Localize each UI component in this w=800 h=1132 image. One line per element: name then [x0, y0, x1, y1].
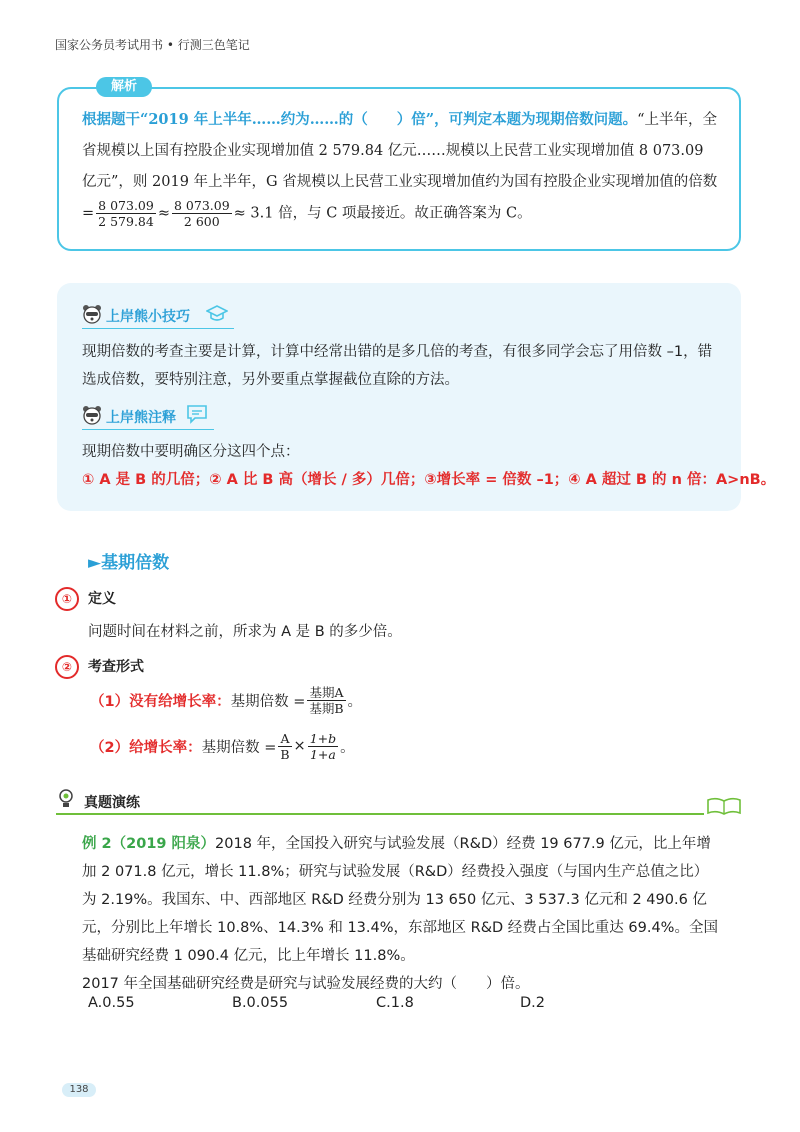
- formula-1-text: 基期倍数 =: [230, 693, 306, 710]
- circle-number-1: ①: [55, 587, 79, 611]
- tip-title-notes: 上岸熊注释: [106, 410, 176, 426]
- definition-title: 定义: [88, 591, 116, 607]
- analysis-body: “上半年，全省规模以上国有控股企业实现增加值 2 579.84 亿元……规模以上民营工业实现增加值 8 073.09 亿元”，则 2019 年上半年，G 省规模以上民营工业实现增加值约为国有控股企业实现增加值的倍数=: [82, 112, 718, 222]
- formula-2-b: B: [280, 746, 290, 762]
- option-c[interactable]: C.1.8: [376, 995, 414, 1011]
- formula-1-fraction: [307, 685, 345, 716]
- formula-1-numerator: 基期A: [307, 685, 345, 701]
- analysis-tag: 解析: [96, 77, 152, 97]
- form-title: 考查形式: [88, 659, 144, 675]
- definition-text: 问题时间在材料之前，所求为 A 是 B 的多少倍。: [88, 624, 402, 640]
- tip-notes-text: 现期倍数中要明确区分这四个点：: [82, 444, 300, 460]
- tip-title-underline: [82, 328, 234, 329]
- formula-1-denominator: 基期B: [309, 700, 344, 716]
- analysis-lead: 根据题干“2019 年上半年……约为……的（ ）倍”，可判定本题为现期倍数问题。: [82, 111, 638, 128]
- fraction-1: [96, 198, 156, 229]
- bear-icon: [82, 304, 102, 324]
- analysis-tail: ≈ 3.1 倍，与 C 项最接近。故正确答案为 C。: [233, 205, 532, 222]
- practice-title: 真题演练: [84, 795, 140, 811]
- example-question: 2017 年全国基础研究经费是研究与试验发展经费的大约（ ）倍。: [82, 976, 530, 992]
- option-d[interactable]: D.2: [520, 995, 545, 1011]
- formula-2-text: 基期倍数 =: [201, 739, 277, 756]
- formula-1-end: 。: [347, 693, 363, 710]
- formula-no-growth: [90, 682, 362, 718]
- comment-icon: [186, 404, 208, 424]
- fraction-1-denominator: 2 579.84: [98, 214, 154, 229]
- page-number: 138: [62, 1083, 96, 1097]
- tip-notes-key-points: ① A 是 B 的几倍；② A 比 B 高（增长 / 多）几倍；③增长率 = 倍数 –1；④ A 超过 B 的 n 倍：A>nB。: [82, 472, 776, 488]
- approx-sign: ≈: [157, 205, 170, 222]
- analysis-text: [82, 104, 722, 230]
- example-text: [82, 830, 722, 998]
- practice-underline: [56, 813, 704, 815]
- formula-2-label: （2）给增长率：: [90, 739, 202, 756]
- formula-with-growth: [90, 726, 355, 766]
- running-header: 国家公务员考试用书 • 行测三色笔记: [55, 38, 250, 52]
- section-title: ►基期倍数: [88, 553, 170, 573]
- fraction-2-numerator: 8 073.09: [173, 198, 230, 213]
- tip-title-underline: [82, 429, 214, 430]
- open-book-icon: [706, 796, 742, 816]
- tip-title-skills: 上岸熊小技巧: [106, 309, 190, 325]
- lightbulb-icon: [56, 788, 76, 810]
- example-label: 例 2（2019 阳泉）: [82, 836, 216, 852]
- formula-2-denominator: 1+a: [309, 746, 336, 762]
- option-b[interactable]: B.0.055: [232, 995, 289, 1011]
- bear-icon: [82, 405, 102, 425]
- fraction-2: [172, 198, 232, 229]
- formula-2-fraction-ab: [278, 731, 291, 762]
- formula-1-label: （1）没有给增长率：: [90, 693, 231, 710]
- formula-2-a: A: [278, 731, 291, 747]
- formula-2-end: 。: [340, 739, 355, 756]
- option-a[interactable]: A.0.55: [88, 995, 135, 1011]
- fraction-1-numerator: 8 073.09: [98, 198, 154, 213]
- tip-skills-text: 现期倍数的考查主要是计算，计算中经常出错的是多几倍的考查，有很多同学会忘了用倍数 –1，错选成倍数，要特别注意，另外要重点掌握截位直除的方法。: [82, 344, 713, 388]
- graduation-cap-icon: [206, 304, 228, 324]
- example-body: 2018 年，全国投入研究与试验发展（R&D）经费 19 677.9 亿元，比上年增加 2 071.8 亿元，增长 11.8%；研究与试验发展（R&D）经费投入强度（与国内生产总值之比）为 2.19%。我国东、中、西部地区 R&D 经费分别为 13 650 亿元、3 537.3 亿元和 2 490.6 亿元，分别比上年增长 10.8%、14.3% 和 13.4%，东部地区 R&D 经费占全国比重达 69.4%。全国基础研究经费 1 090.4 亿元，比上年增长 11.8%。: [82, 836, 718, 964]
- fraction-2-denominator: 2 600: [183, 214, 220, 229]
- times-sign: ×: [293, 738, 306, 754]
- formula-2-numerator: 1+b: [309, 730, 337, 746]
- formula-2-fraction-growth: [308, 731, 338, 762]
- circle-number-2: ②: [55, 655, 79, 679]
